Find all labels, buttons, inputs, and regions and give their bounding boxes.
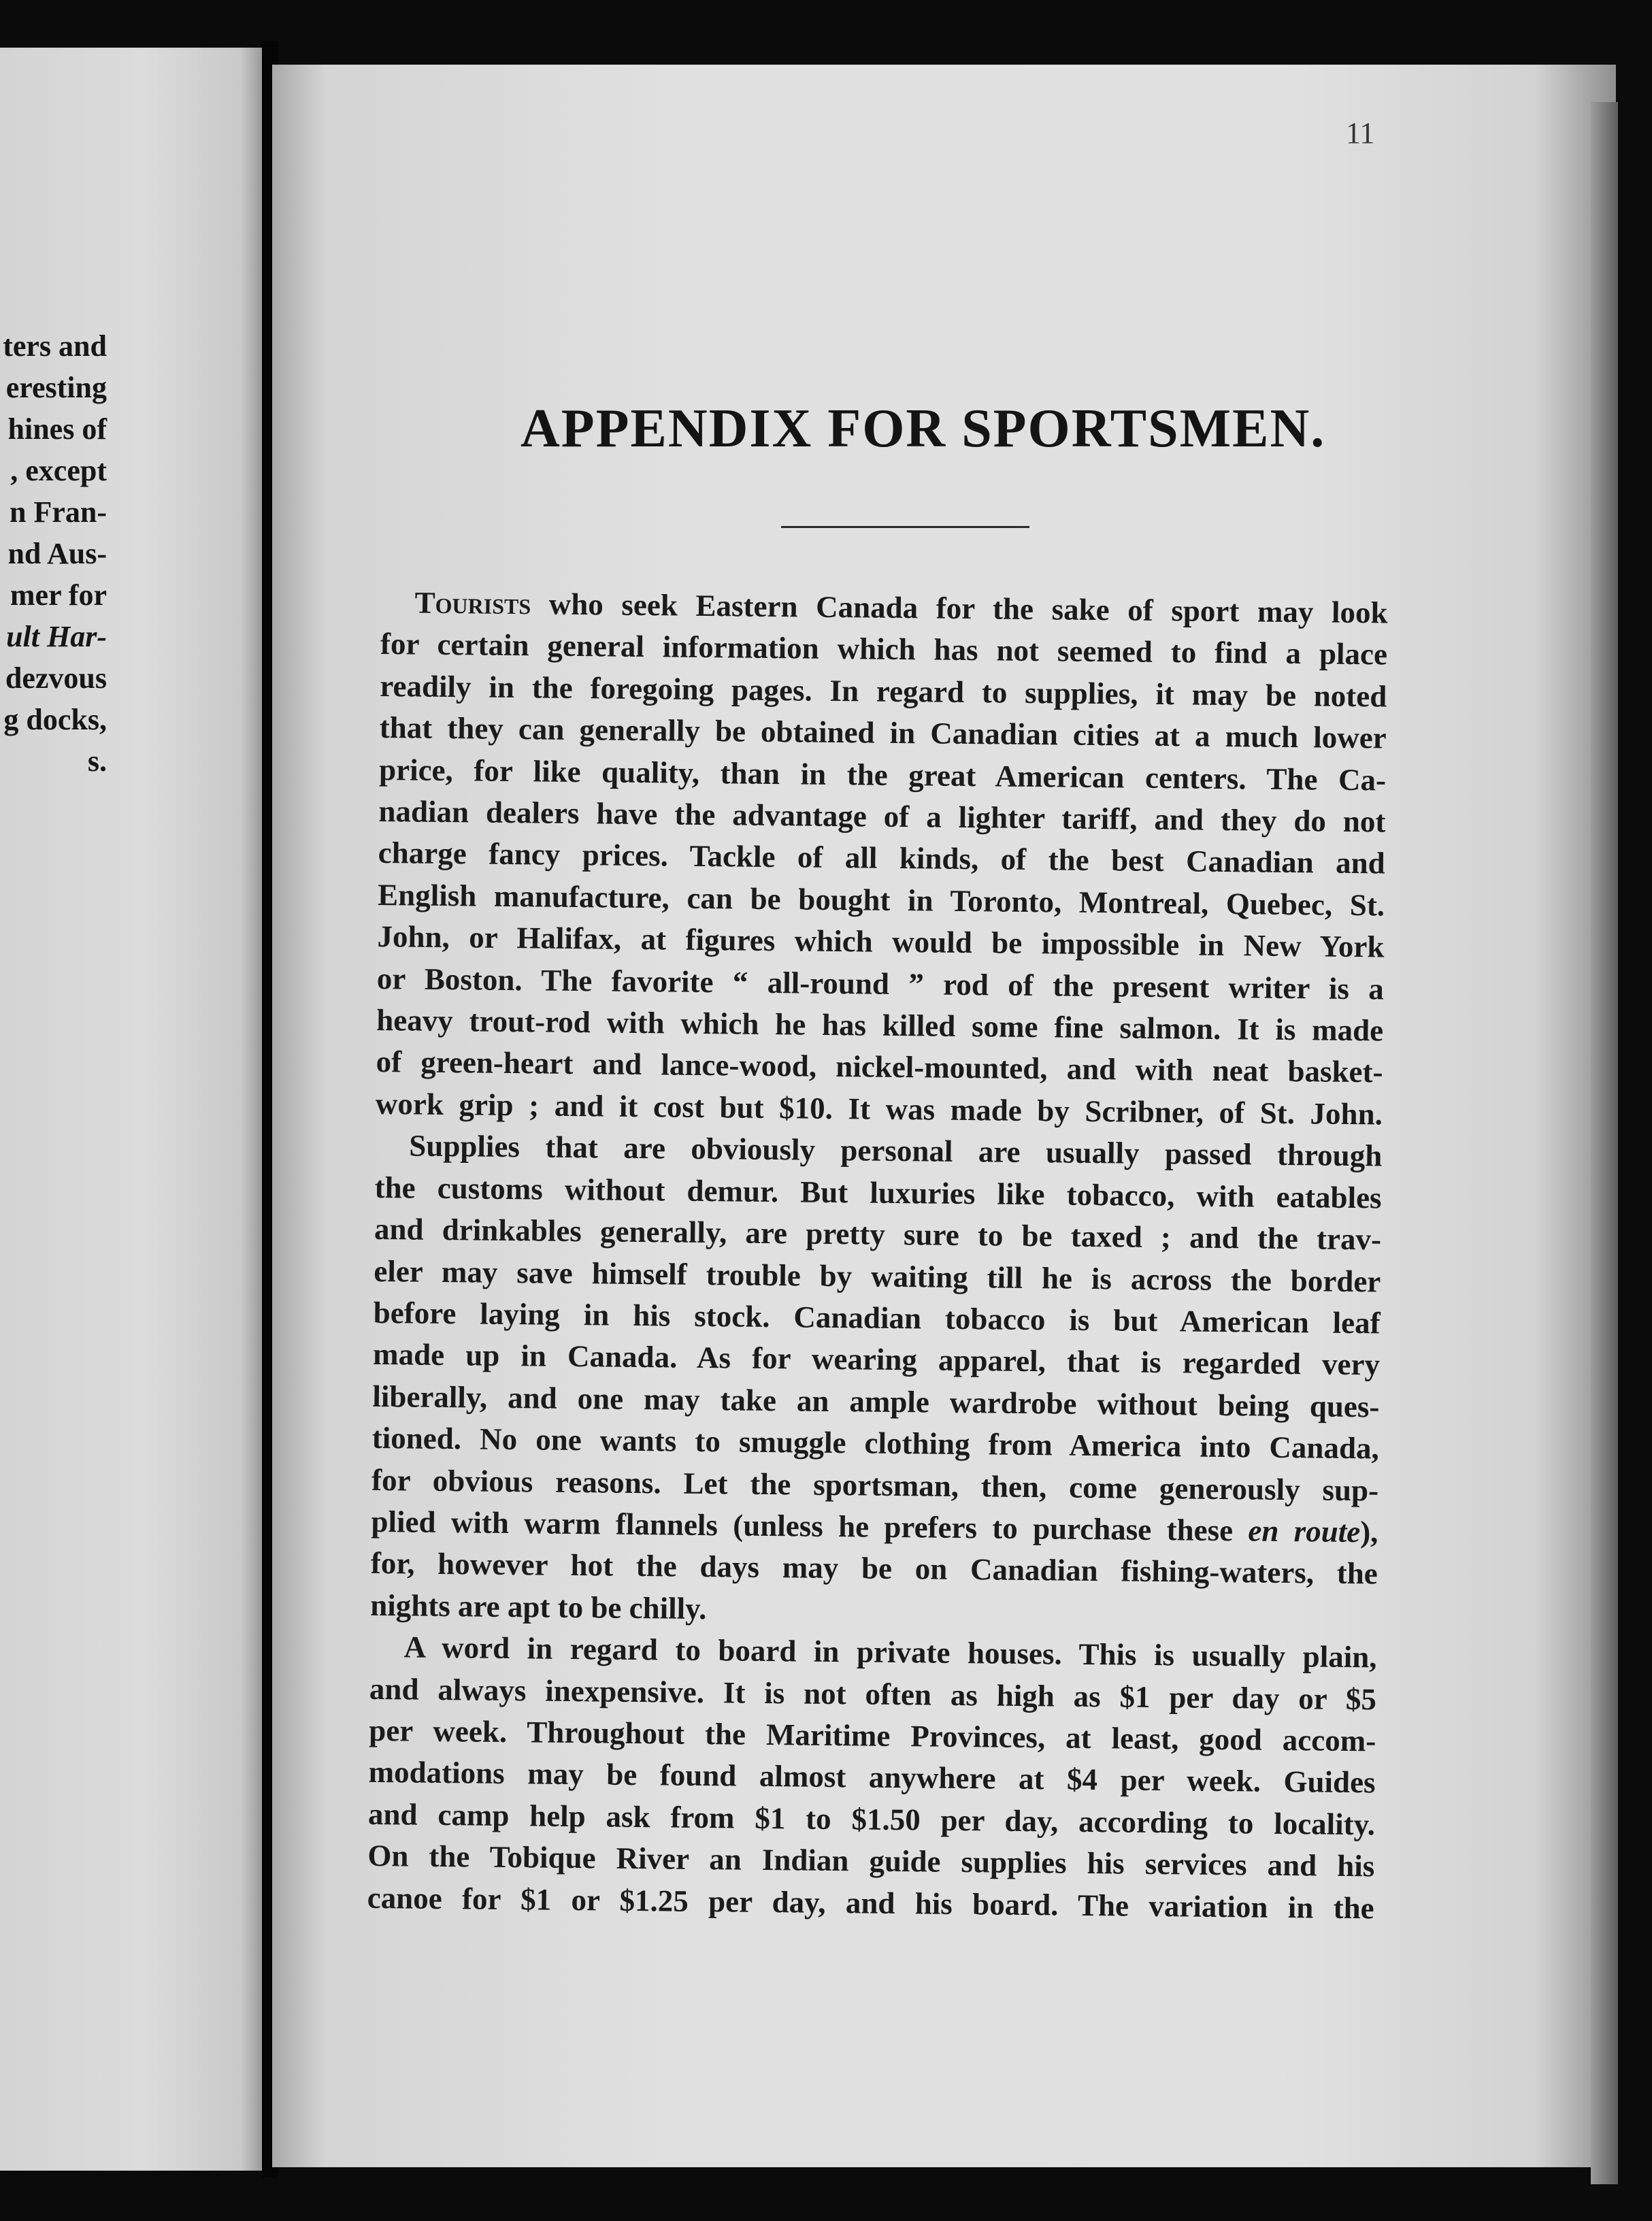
text-line: readily in the foregoing pages. In regard to supplies, it may be noted <box>380 668 1387 714</box>
text-line: modations may be found almost anywhere at $4 per week. Guides <box>368 1755 1376 1800</box>
text-line: A word in regard to board in private houses. This is usually plain, <box>403 1630 1377 1675</box>
text-line: or Boston. The favorite “ all-round ” rod of the present writer is a <box>376 961 1385 1006</box>
page-edge <box>1591 102 1618 2184</box>
page-title: APPENDIX FOR SPORTSMEN. <box>521 399 1326 459</box>
left-line: , except <box>10 454 107 487</box>
text-line: made up in Canada. As for wearing apparel, that is regarded very <box>372 1337 1381 1382</box>
text-line: On the Tobique River an Indian guide supplies his services and his <box>367 1839 1375 1883</box>
text-line: nights are apt to be chilly. <box>369 1587 707 1626</box>
text-line: before laying in his stock. Canadian tobacco is but American leaf <box>373 1295 1381 1340</box>
lead-word: Tourists <box>414 585 531 621</box>
text-line: Tourists who seek Eastern Canada for the sake of sport may look <box>414 585 1388 630</box>
left-line: eresting <box>5 371 107 404</box>
left-line: g docks, <box>3 703 107 736</box>
text-line: of green-heart and lance-wood, nickel-mounted, and with neat basket- <box>376 1044 1383 1089</box>
text-line: per week. Throughout the Maritime Provinces, at least, good accom- <box>369 1713 1376 1758</box>
italic-phrase: en route <box>1248 1513 1361 1549</box>
body-text <box>367 582 1387 1929</box>
left-line: s. <box>87 744 107 778</box>
text-line: plied with warm flannels (unless he prefers to purchase these en route), <box>371 1504 1378 1549</box>
text-line: and camp help ask from $1 to $1.50 per day, according to locality. <box>367 1796 1376 1842</box>
text-line: work grip ; and it cost but $10. It was made by Scribner, of St. John. <box>375 1086 1383 1132</box>
text-line: eler may save himself trouble by waiting till he is across the border <box>374 1253 1381 1298</box>
text-line: English manufacture, can be bought in Toronto, Montreal, Quebec, St. <box>377 877 1385 923</box>
text-line: for obvious reasons. Let the sportsman, then, come generously sup- <box>371 1462 1379 1507</box>
left-line: mer for <box>10 578 107 612</box>
text-line: tioned. No one wants to smuggle clothing from America into Canada, <box>371 1421 1380 1466</box>
text-line: and drinkables generally, are pretty sure to be taxed ; and the trav- <box>374 1212 1382 1257</box>
left-line: hines of <box>7 412 107 446</box>
left-page-text <box>0 325 107 782</box>
text-line: heavy trout-rod with which he has killed some fine salmon. It is made <box>376 1003 1384 1048</box>
text-line: for certain general information which has not seemed to find a place <box>380 627 1388 672</box>
text-line: charge fancy prices. Tackle of all kinds, of the best Canadian and <box>378 836 1386 881</box>
left-facing-page <box>0 48 262 2171</box>
title-rule-divider <box>781 526 1029 528</box>
text-line: the customs without demur. But luxuries like tobacco, with eatables <box>374 1170 1382 1215</box>
text-line: that they can generally be obtained in Canadian cities at a much lower <box>379 710 1387 755</box>
text-line: for, however hot the days may be on Canadian fishing-waters, the <box>370 1546 1378 1591</box>
page-number: 11 <box>1346 116 1375 150</box>
text-line: price, for like quality, than in the great American centers. The Ca- <box>378 752 1387 797</box>
paragraph-2 <box>370 1125 1383 1636</box>
text-line: Supplies that are obviously personal are usually passed through <box>409 1128 1383 1173</box>
text-line: John, or Halifax, at figures which would be impossible in New York <box>377 919 1385 964</box>
left-line: nd Aus- <box>7 537 107 570</box>
text-line: nadian dealers have the advantage of a lighter tariff, and they do not <box>378 794 1386 839</box>
text-line: and always inexpensive. It is not often as high as $1 per day or $5 <box>369 1671 1377 1716</box>
left-line: n Fran- <box>10 495 107 529</box>
text-line: liberally, and one may take an ample wardrobe without being ques- <box>372 1379 1380 1424</box>
left-line: ters and <box>3 329 107 363</box>
paragraph-3 <box>367 1626 1376 1929</box>
paragraph-1 <box>376 582 1388 1136</box>
left-line: ult Har- <box>6 620 107 653</box>
text-line: canoe for $1 or $1.25 per day, and his board. The variation in the <box>367 1880 1374 1925</box>
left-line: dezvous <box>5 661 107 695</box>
